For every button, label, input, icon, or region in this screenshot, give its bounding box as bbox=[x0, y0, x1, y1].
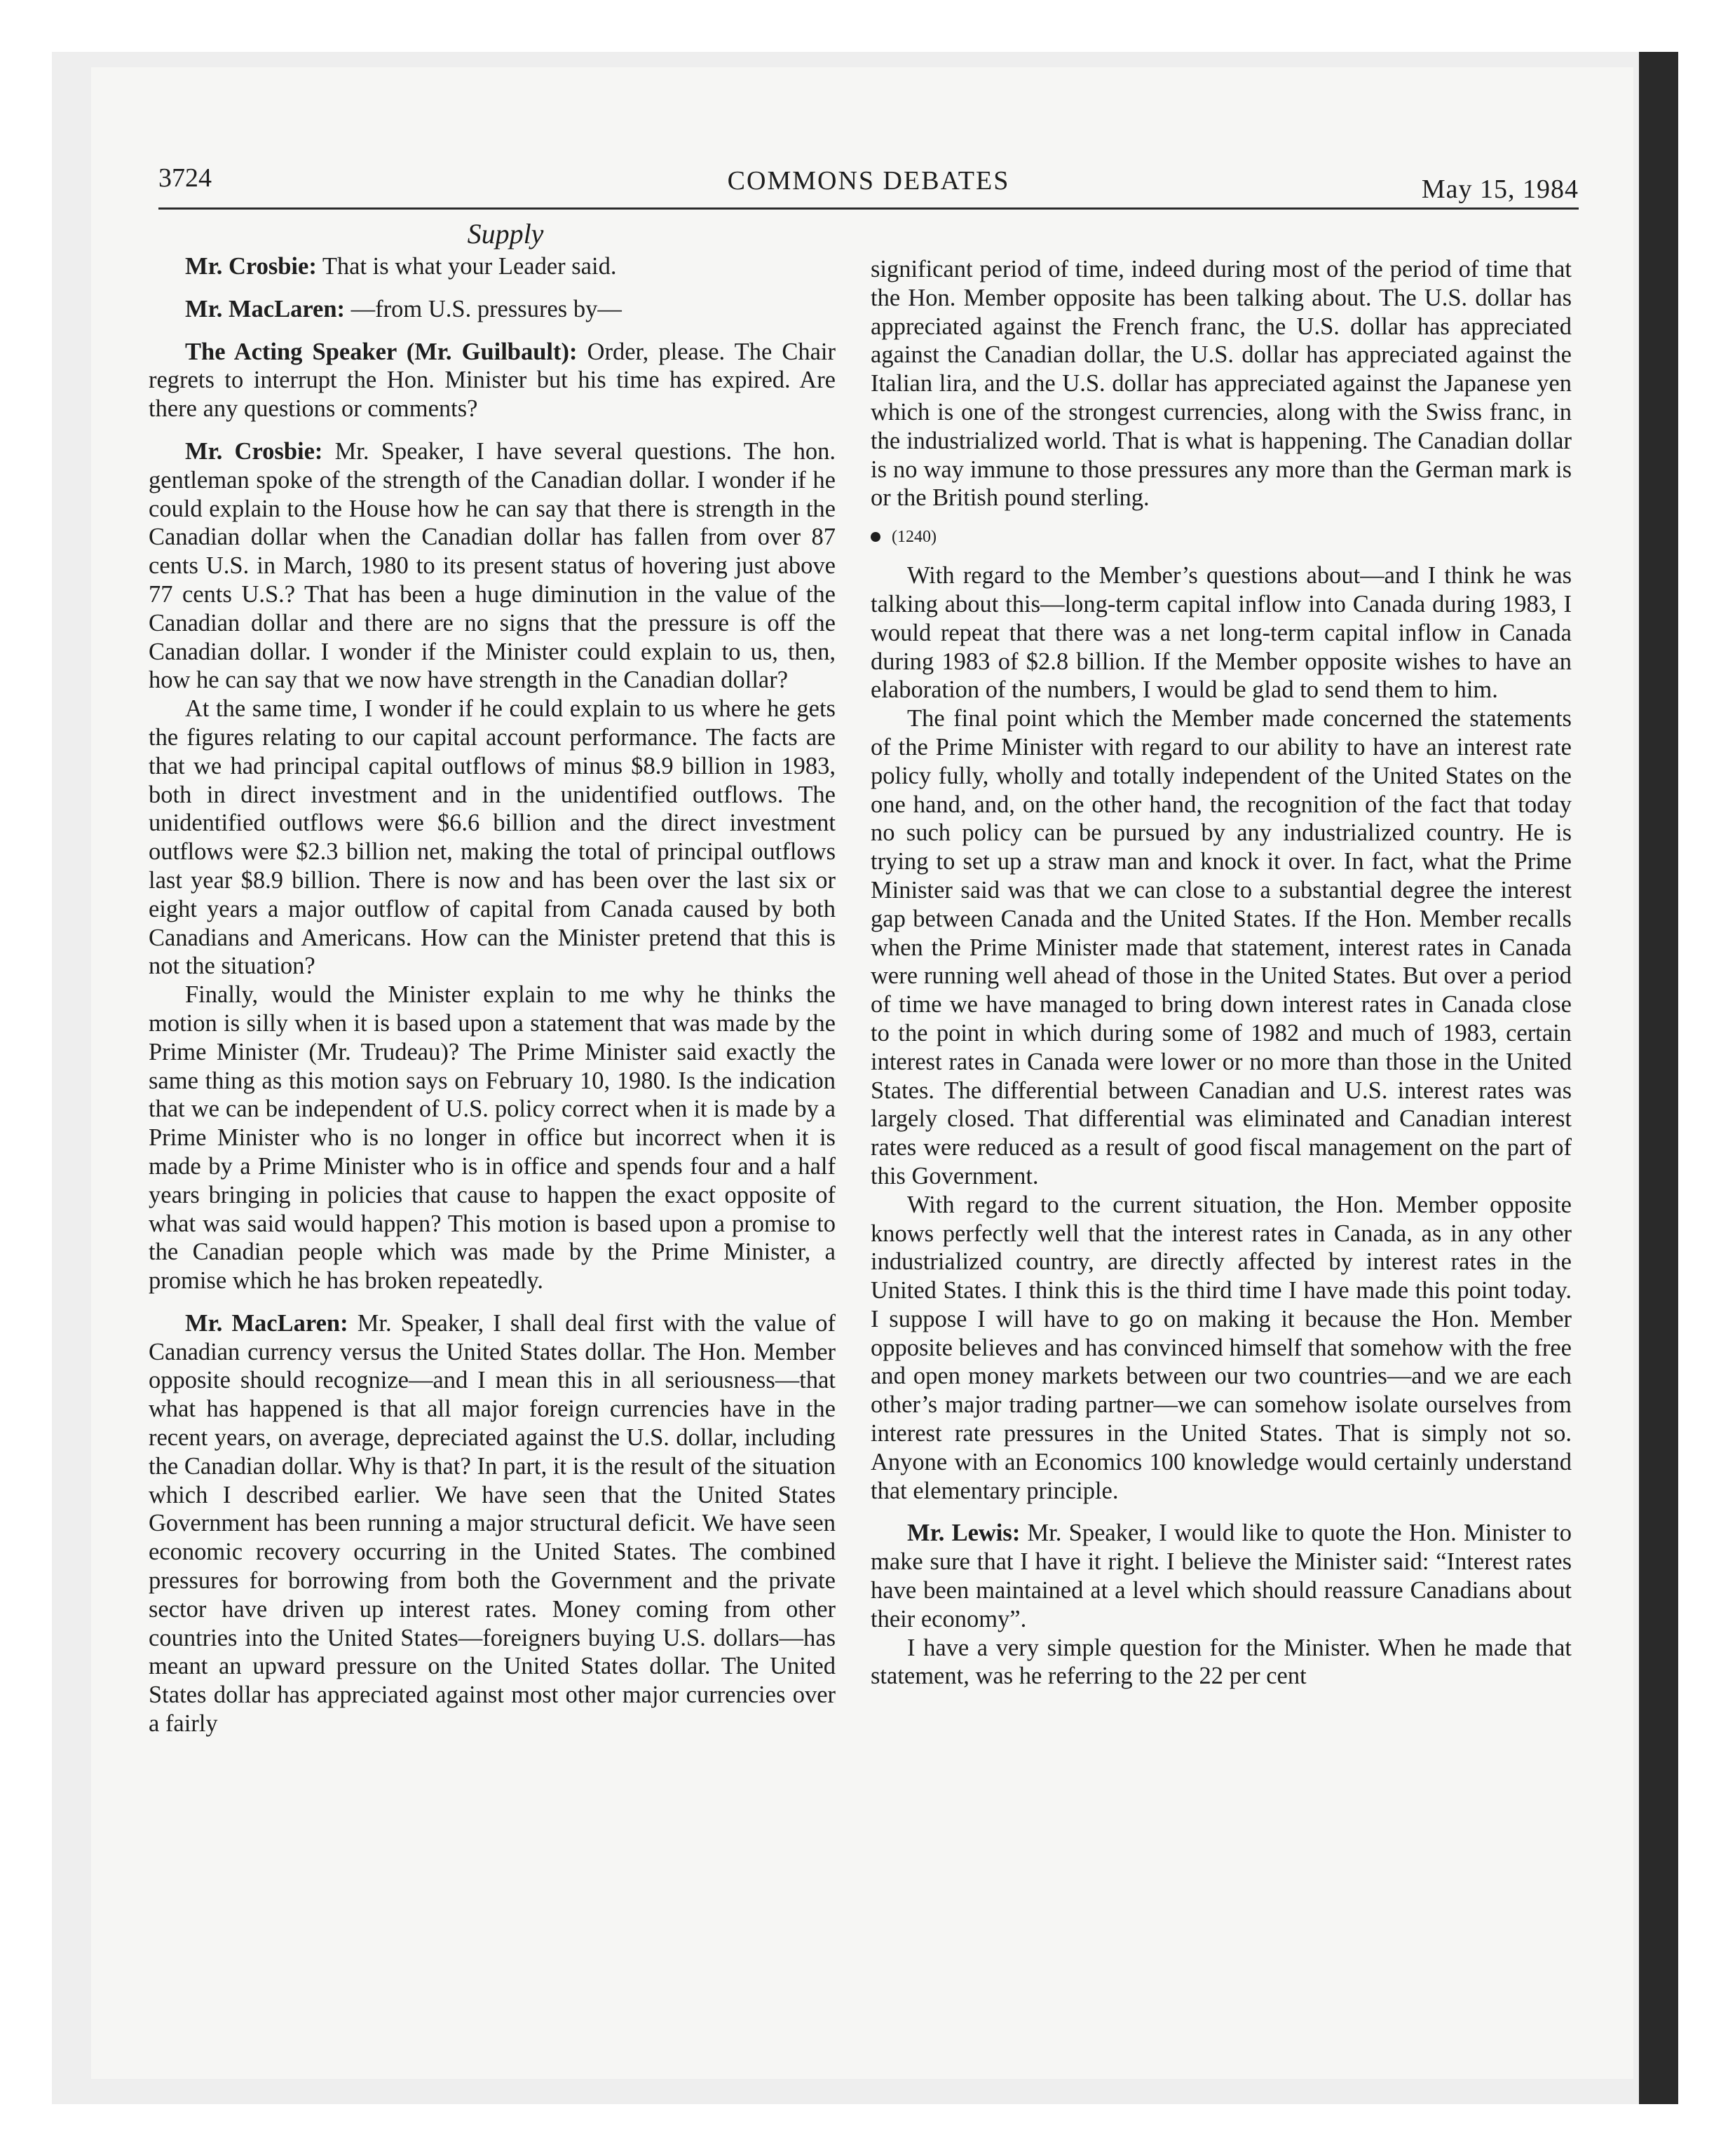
speaker-name: Mr. MacLaren: bbox=[185, 295, 346, 322]
paragraph bbox=[149, 695, 836, 981]
paragraph bbox=[871, 1191, 1572, 1506]
paragraph bbox=[871, 704, 1572, 1191]
page-date: May 15, 1984 bbox=[1421, 175, 1579, 204]
timestamp-text: (1240) bbox=[892, 528, 937, 547]
paragraph bbox=[149, 295, 836, 324]
speaker-name: Mr. Lewis: bbox=[907, 1520, 1021, 1547]
paragraph-text: I have a very simple question for the Minister. When he made that statement, was he referring to the 22 per cent bbox=[871, 1634, 1572, 1690]
paragraph-text: The final point which the Member made concerned the statements of the Prime Minister with regard to our ability to have an interest rate policy fully, wholly and totally independent of the United States on the one hand, and, on the other hand, the recognition of the fact that today no such policy can be pursued by any industrialized country. He is trying to set up a straw man and knock it over. In fact, what the Prime Minister said was that we can close to a substantial degree the interest gap between Canada and the United States. If the Hon. Member recalls when the Prime Minister made that statement, interest rates in Canada were running well ahead of those in the United States. But over a period of time we have managed to bring down interest rates in Canada close to the point in which during some of 1982 and much of 1983, certain interest rates in Canada were lower or no more than those in the United States. The differential between Canadian and U.S. interest rates was largely closed. That differential was eliminated and Canadian interest rates were reduced as a result of good fiscal management on the part of this Government. bbox=[871, 705, 1572, 1189]
paragraph-text: At the same time, I wonder if he could explain to us where he gets the figures relating to our capital account performance. The facts are that we had principal capital outflows of minus $8.9 billion in 1983, both in direct investment and in the unidentified outflows. The unidentified outflows were $6.6 billion and the direct investment outflows were $2.3 billion net, making the total of principal outflows last year $8.9 billion. There is now and has been over the last six or eight years a major outflow of capital from Canada caused by both Canadians and Americans. How can the Minister pretend that this is not the situation? bbox=[149, 695, 836, 980]
time-marker bbox=[871, 526, 1572, 547]
paragraph bbox=[149, 1309, 836, 1738]
paragraph-text: Mr. Speaker, I have several questions. The hon. gentleman spoke of the strength of the Canadian dollar. I wonder if he could explain to the House how he can say that there is strength in the Canadian dollar when the Canadian dollar has fallen from over 87 cents U.S. in March, 1980 to its present status of hovering just above 77 cents U.S.? That has been a huge diminution in the value of the Canadian dollar and there are no signs that the pressure is off the Canadian dollar. I wonder if the Minister could explain to us, then, how he can say that we now have strength in the Canadian dollar? bbox=[149, 437, 836, 694]
paragraph-text: Mr. Speaker, I shall deal first with the value of Canadian currency versus the United States dollar. The Hon. Member opposite should recognize—and I mean this in all seriousness—that what has happened is that all major foreign currencies have in the recent years, on average, depreciated against the U.S. dollar, including the Canadian dollar. Why is that? In part, it is the result of the situation which I described earlier. We have seen that the United States Government has been running a major structural deficit. We have seen economic recovery occurring in the United States. The combined pressures for borrowing from both the Government and the private sector have driven up interest rates. Money coming from other countries into the United States—foreigners buying U.S. dollars—has meant an upward pressure on the United States dollar. The United States dollar has appreciated against most other major currencies over a fairly bbox=[149, 1309, 836, 1738]
scan-dark-edge bbox=[1639, 52, 1678, 2104]
paragraph-continuation: significant period of time, indeed during most of the period of time that the Hon. Member opposite has been talking about. The U.S. dollar has appreciated against the French franc, the U.S. dollar has appreciated against the Canadian dollar, the U.S. dollar has appreciated against the Italian lira, and the U.S. dollar has appreciated against the Japanese yen which is one of the strongest currencies, along with the Swiss franc, in the industrialized world. That is what is happening. The Canadian dollar is no way immune to those pressures any more than the German mark is or the British pound sterling. bbox=[871, 256, 1572, 512]
speaker-name: The Acting Speaker (Mr. Guilbault): bbox=[185, 338, 578, 365]
paragraph bbox=[871, 561, 1572, 704]
paragraph bbox=[149, 437, 836, 695]
page-header bbox=[158, 160, 1579, 210]
section-title: Supply bbox=[467, 218, 544, 250]
right-column bbox=[871, 255, 1572, 1691]
paragraph-text: That is what your Leader said. bbox=[316, 253, 617, 280]
paragraph-text: Order, please. The Chair regrets to interrupt the Hon. Minister but his time has expired. Are there any questions or comments? bbox=[149, 338, 836, 423]
paragraph-text: —from U.S. pressures by— bbox=[345, 295, 622, 322]
page-number: 3724 bbox=[158, 163, 212, 193]
paragraph bbox=[149, 981, 836, 1295]
paragraph-text: With regard to the current situation, the Hon. Member opposite knows perfectly well that the interest rates in Canada, as in any other industrialized country, are directly affected by interest rates in the United States. I think this is the third time I have made this point today. I suppose I will have to go on making it because the Hon. Member opposite believes and has convinced himself that somehow with the free and open money markets between our two countries—and we are each other’s major trading partner—we can somehow isolate ourselves from interest rate pressures in the United States. That is simply not so. Anyone with an Economics 100 knowledge would certainly understand that elementary principle. bbox=[871, 1191, 1572, 1504]
paragraph-text: Finally, would the Minister explain to me why he thinks the motion is silly when it is based upon a statement that was made by the Prime Minister (Mr. Trudeau)? The Prime Minister said exactly the same thing as this motion says on February 10, 1980. Is the indication that we can be independent of U.S. policy correct when it is made by a Prime Minister who is no longer in office but incorrect when it is made by a Prime Minister who is in office and spends four and a half years bringing in policies that cause to happen the exact opposite of what was said would happen? This motion is based upon a promise to the Canadian people which was made by the Prime Minister, a promise which he has broken repeatedly. bbox=[149, 981, 836, 1295]
journal-title: COMMONS DEBATES bbox=[727, 166, 1010, 196]
paragraph bbox=[149, 252, 836, 281]
paragraph bbox=[871, 1634, 1572, 1691]
speaker-name: Mr. Crosbie: bbox=[185, 253, 317, 280]
speaker-name: Mr. MacLaren: bbox=[185, 1309, 348, 1337]
paragraph-text: With regard to the Member’s questions about—and I think he was talking about this—long-term capital inflow into Canada during 1983, I would repeat that there was a net long-term capital inflow in Canada during 1983 of $2.8 billion. If the Member opposite wishes to have an elaboration of the numbers, I would be glad to send them to him. bbox=[871, 562, 1572, 704]
paragraph bbox=[871, 1519, 1572, 1633]
bullet-icon bbox=[871, 532, 880, 542]
paragraph-text: Mr. Speaker, I would like to quote the Hon. Minister to make sure that I have it right. I believe the Minister said: “Interest rates have been maintained at a level which should reassure Canadians about their economy”. bbox=[871, 1520, 1572, 1632]
left-column bbox=[149, 252, 836, 1752]
speaker-name: Mr. Crosbie: bbox=[185, 437, 323, 465]
paragraph bbox=[149, 338, 836, 423]
